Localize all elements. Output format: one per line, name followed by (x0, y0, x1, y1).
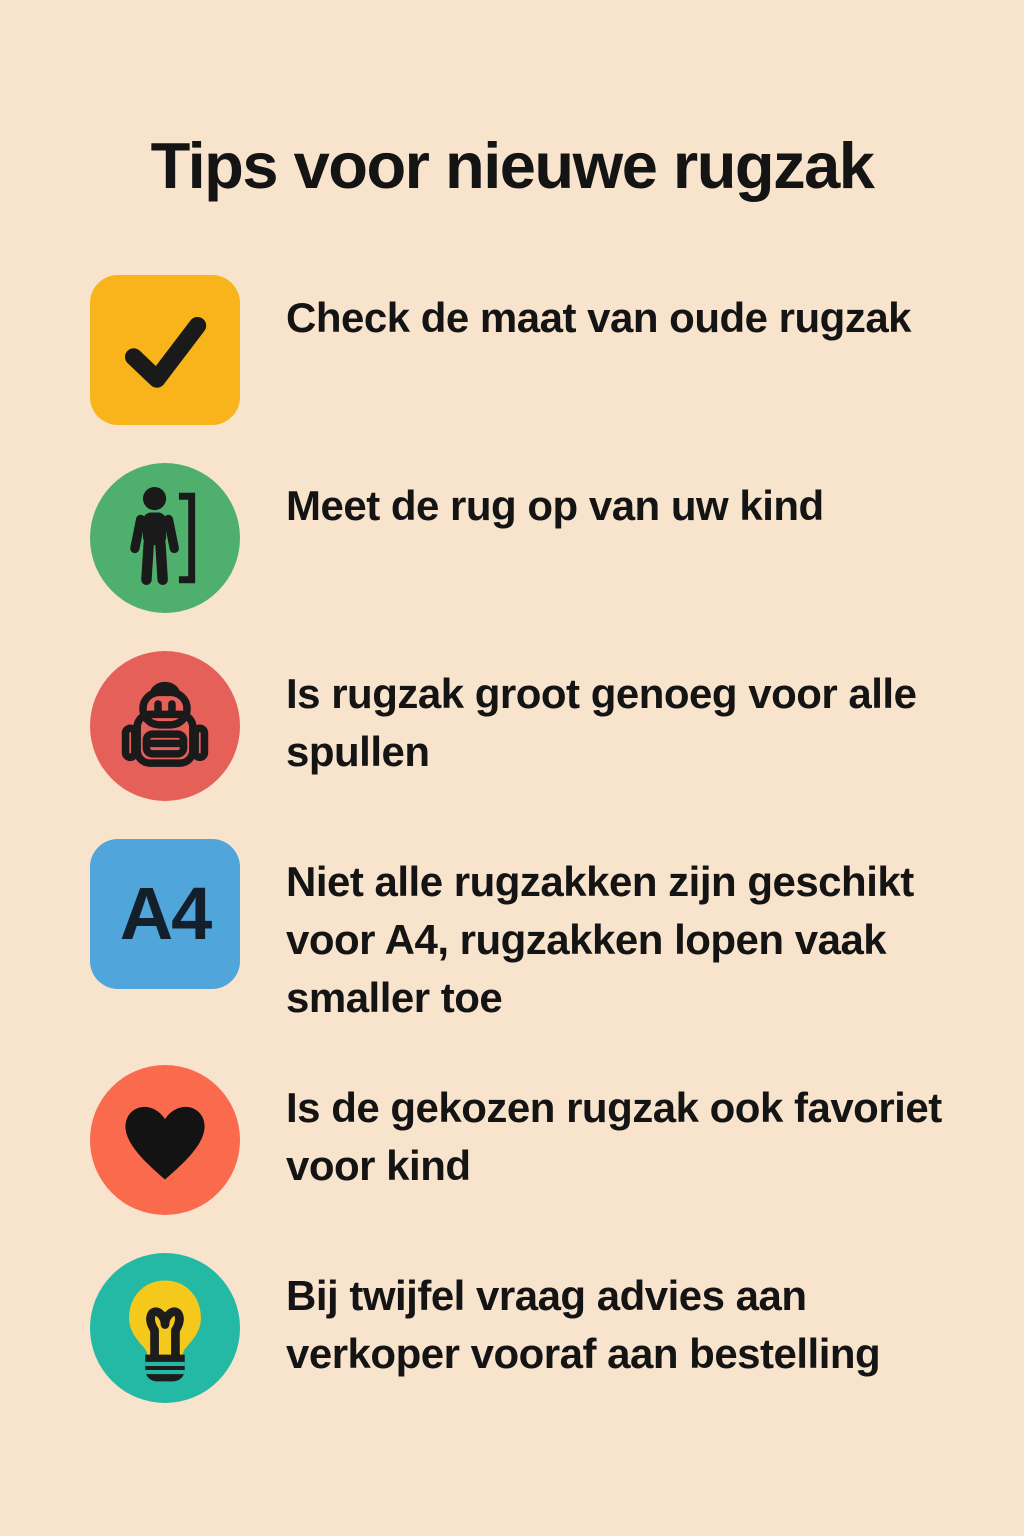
list-item (90, 1065, 1024, 1215)
list-item (90, 839, 1024, 1027)
list-item (90, 1253, 1024, 1403)
checkmark-icon (90, 275, 240, 425)
page-title: Tips voor nieuwe rugzak (150, 129, 874, 202)
a4-label: A4 (119, 872, 211, 955)
list-item (90, 651, 1024, 801)
a4-icon (90, 839, 240, 989)
tip-text: Is de gekozen rugzak ook favoriet voor kind (286, 1084, 942, 1189)
tip-text: Meet de rug op van uw kind (286, 482, 824, 529)
person-height-icon (90, 463, 240, 613)
tip-text: Niet alle rugzakken zijn geschikt voor A4, rugzakken lopen vaak smaller toe (286, 858, 914, 1021)
list-item (90, 275, 1024, 425)
tip-text: Bij twijfel vraag advies aan verkoper vooraf aan bestelling (286, 1272, 881, 1377)
backpack-icon (90, 651, 240, 801)
list-item (90, 463, 1024, 613)
heart-icon (90, 1065, 240, 1215)
tips-list (90, 275, 1024, 1403)
lightbulb-icon (90, 1253, 240, 1403)
tip-text: Check de maat van oude rugzak (286, 294, 912, 341)
tip-text: Is rugzak groot genoeg voor alle spullen (286, 670, 917, 775)
